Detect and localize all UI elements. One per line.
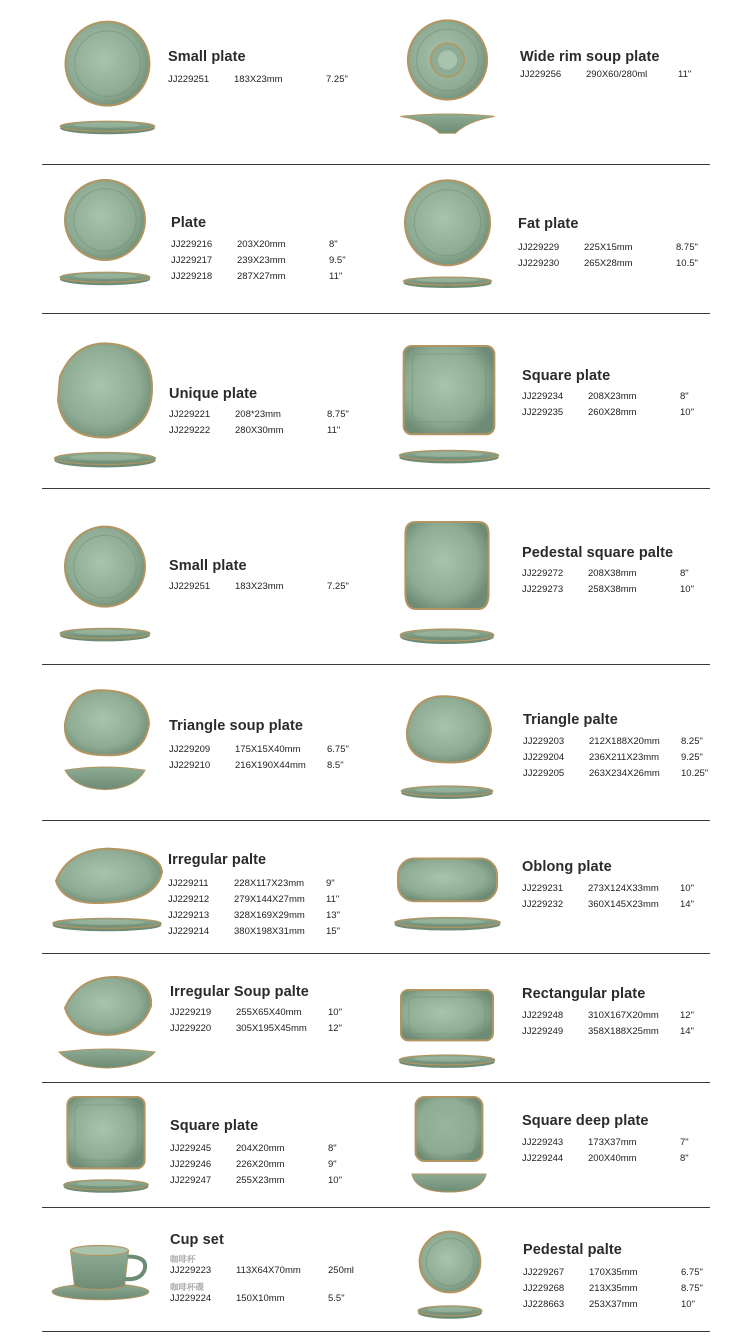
spec-code: JJ229234: [522, 391, 564, 402]
product-title: Pedestal square palte: [522, 545, 674, 561]
spec-code: JJ229230: [518, 258, 560, 269]
spec-inch: 14": [680, 899, 694, 910]
spec-size: 360X145X23mm: [588, 899, 659, 910]
row-separator: [42, 1082, 710, 1083]
spec-inch: 10.25": [681, 768, 709, 779]
unique-plate-icon: [50, 337, 160, 469]
spec-code: JJ229219: [170, 1007, 212, 1018]
spec-size: 175X15X40mm: [235, 744, 301, 755]
spec-size: 239X23mm: [237, 255, 286, 266]
spec-size: 253X37mm: [589, 1299, 638, 1310]
product-title: Cup set: [170, 1232, 224, 1248]
spec-inch: 10": [681, 1299, 695, 1310]
spec-inch: 9": [326, 878, 335, 889]
irregular-plate-icon: [48, 845, 166, 935]
spec-inch: 12": [328, 1023, 342, 1034]
spec-row: [169, 744, 379, 756]
spec-size: 213X35mm: [589, 1283, 638, 1294]
spec-code: JJ229205: [523, 768, 565, 779]
spec-code: JJ229213: [168, 910, 210, 921]
spec-row: [168, 926, 378, 938]
spec-size: 212X188X20mm: [589, 736, 660, 747]
spec-code: JJ229210: [169, 760, 211, 771]
rectangular-plate-icon: [395, 986, 499, 1070]
spec-row: [520, 69, 730, 81]
spec-size: 203X20mm: [237, 239, 286, 250]
spec-size: 279X144X27mm: [234, 894, 305, 905]
row-separator: [42, 488, 710, 489]
spec-size: 216X190X44mm: [235, 760, 306, 771]
spec-row: [168, 910, 378, 922]
spec-code: JJ229244: [522, 1153, 564, 1164]
spec-inch: 8.75": [327, 409, 349, 420]
spec-code: JJ228663: [523, 1299, 565, 1310]
spec-row: [170, 1007, 380, 1019]
spec-inch: 12": [680, 1010, 694, 1021]
oblong-plate-icon: [390, 852, 505, 934]
product-title: Fat plate: [518, 216, 579, 232]
spec-row: [169, 760, 379, 772]
spec-code: JJ229211: [168, 878, 209, 889]
spec-size: 150X10mm: [236, 1293, 285, 1304]
spec-inch: 11": [678, 69, 692, 80]
spec-code: JJ229220: [170, 1023, 212, 1034]
spec-inch: 10.5": [676, 258, 698, 269]
spec-size: 173X37mm: [588, 1137, 637, 1148]
spec-code: JJ229245: [170, 1143, 212, 1154]
spec-inch: 8.75": [676, 242, 698, 253]
spec-row: [523, 736, 733, 748]
product-title: Square plate: [170, 1118, 259, 1134]
spec-code: JJ229272: [522, 568, 564, 579]
spec-row: [170, 1175, 380, 1187]
spec-inch: 5.5": [328, 1293, 345, 1304]
spec-code: JJ229204: [523, 752, 565, 763]
spec-size: 380X198X31mm: [234, 926, 305, 937]
spec-size: 287X27mm: [237, 271, 286, 282]
spec-inch: 8.5": [327, 760, 344, 771]
spec-inch: 7": [680, 1137, 689, 1148]
spec-row: [171, 271, 381, 283]
spec-inch: 8": [680, 568, 689, 579]
spec-row: [170, 1023, 380, 1035]
spec-row: [522, 1137, 732, 1149]
row-separator: [42, 1331, 710, 1332]
spec-row: [518, 258, 728, 270]
product-title: Wide rim soup plate: [520, 49, 660, 65]
spec-code: JJ229232: [522, 899, 564, 910]
triangle-soup-plate-icon: [55, 686, 155, 794]
spec-row: [522, 407, 732, 419]
spec-row: [522, 1026, 732, 1038]
spec-inch: 8": [328, 1143, 337, 1154]
spec-inch: 11": [326, 894, 340, 905]
product-title: Small plate: [169, 558, 247, 574]
row-separator: [42, 1207, 710, 1208]
spec-row: [168, 74, 378, 86]
spec-inch: 6.75": [681, 1267, 703, 1278]
product-title: Plate: [171, 215, 207, 231]
row-separator: [42, 820, 710, 821]
spec-code: JJ229273: [522, 584, 564, 595]
row-label: 咖啡杯碟: [170, 1282, 205, 1292]
spec-row: [170, 1159, 380, 1171]
product-title: Unique plate: [169, 386, 258, 402]
spec-code: JJ229203: [523, 736, 565, 747]
spec-size: 273X124X33mm: [588, 883, 659, 894]
spec-size: 358X188X25mm: [588, 1026, 659, 1037]
spec-inch: 13": [326, 910, 340, 921]
spec-code: JJ229249: [522, 1026, 564, 1037]
spec-size: 255X65X40mm: [236, 1007, 302, 1018]
spec-row: [170, 1265, 380, 1277]
spec-code: JJ229223: [170, 1265, 212, 1276]
spec-code: JJ229217: [171, 255, 213, 266]
spec-row: [171, 239, 381, 251]
spec-size: 208*23mm: [235, 409, 281, 420]
row-separator: [42, 313, 710, 314]
row-separator: [42, 164, 710, 165]
square-deep-plate-icon: [405, 1094, 493, 1194]
spec-inch: 15": [326, 926, 340, 937]
pedestal-square-plate-icon: [395, 518, 499, 648]
spec-code: JJ229222: [169, 425, 211, 436]
spec-size: 255X23mm: [236, 1175, 285, 1186]
spec-row: [522, 1153, 732, 1165]
spec-size: 290X60/280ml: [586, 69, 648, 80]
spec-size: 305X195X45mm: [236, 1023, 307, 1034]
spec-code: JJ229256: [520, 69, 562, 80]
spec-code: JJ229251: [169, 581, 211, 592]
irregular-soup-plate-icon: [55, 972, 159, 1072]
spec-size: 208X38mm: [588, 568, 637, 579]
product-title: Oblong plate: [522, 859, 612, 875]
product-title: Pedestal palte: [523, 1242, 622, 1258]
flat-plate-icon: [395, 178, 500, 290]
spec-row: [169, 409, 379, 421]
spec-row: [523, 768, 733, 780]
spec-row: [171, 255, 381, 267]
spec-row: [169, 581, 379, 593]
spec-inch: 8": [680, 391, 689, 402]
spec-row: [168, 894, 378, 906]
spec-size: 204X20mm: [236, 1143, 285, 1154]
product-title: Irregular Soup palte: [170, 984, 309, 1000]
spec-size: 280X30mm: [235, 425, 284, 436]
spec-code: JJ229247: [170, 1175, 212, 1186]
spec-row: [522, 883, 732, 895]
spec-code: JJ229221: [169, 409, 211, 420]
product-title: Triangle soup plate: [169, 718, 304, 734]
spec-inch: 8.75": [681, 1283, 703, 1294]
spec-row: [522, 899, 732, 911]
spec-size: 265X28mm: [584, 258, 633, 269]
round-plate-icon: [55, 180, 155, 288]
spec-code: JJ229229: [518, 242, 560, 253]
spec-code: JJ229251: [168, 74, 210, 85]
spec-inch: 9.25": [681, 752, 703, 763]
spec-size: 236X211X23mm: [589, 752, 660, 763]
spec-row: [170, 1143, 380, 1155]
spec-row: [522, 568, 732, 580]
spec-size: 170X35mm: [589, 1267, 638, 1278]
product-title: Rectangular plate: [522, 986, 646, 1002]
spec-row: [518, 242, 728, 254]
cup-set-icon: [50, 1228, 155, 1303]
spec-inch: 11": [327, 425, 341, 436]
square-plate-icon: [395, 342, 503, 468]
spec-size: 225X15mm: [584, 242, 633, 253]
spec-inch: 14": [680, 1026, 694, 1037]
spec-size: 328X169X29mm: [234, 910, 305, 921]
spec-code: JJ229267: [523, 1267, 565, 1278]
spec-inch: 7.25": [327, 581, 349, 592]
spec-row: [523, 1267, 733, 1279]
spec-size: 226X20mm: [236, 1159, 285, 1170]
spec-code: JJ229224: [170, 1293, 212, 1304]
spec-inch: 8": [680, 1153, 689, 1164]
spec-row: [523, 1299, 733, 1311]
spec-inch: 11": [329, 271, 343, 282]
square-plate-icon: [60, 1093, 152, 1195]
spec-inch: 9.5": [329, 255, 346, 266]
row-separator: [42, 953, 710, 954]
spec-code: JJ229268: [523, 1283, 565, 1294]
product-title: Square plate: [522, 368, 611, 384]
spec-code: JJ229243: [522, 1137, 564, 1148]
spec-row: [168, 878, 378, 890]
spec-inch: 10": [680, 584, 694, 595]
spec-inch: 10": [680, 883, 694, 894]
spec-size: 260X28mm: [588, 407, 637, 418]
triangle-plate-icon: [395, 692, 499, 802]
spec-code: JJ229218: [171, 271, 213, 282]
product-title: Small plate: [168, 49, 246, 65]
product-title: Square deep plate: [522, 1113, 649, 1129]
spec-row: [522, 391, 732, 403]
spec-code: JJ229246: [170, 1159, 212, 1170]
spec-inch: 10": [328, 1175, 342, 1186]
spec-size: 200X40mm: [588, 1153, 637, 1164]
spec-inch: 10": [680, 407, 694, 418]
product-title: Irregular palte: [168, 852, 267, 868]
pedestal-plate-icon: [410, 1228, 490, 1320]
spec-inch: 8.25": [681, 736, 703, 747]
spec-code: JJ229231: [522, 883, 564, 894]
spec-row: [169, 425, 379, 437]
product-title: Triangle palte: [523, 712, 618, 728]
wide-rim-soup-plate-icon: [395, 18, 500, 138]
row-separator: [42, 664, 710, 665]
spec-row: [522, 584, 732, 596]
spec-code: JJ229209: [169, 744, 211, 755]
spec-code: JJ229248: [522, 1010, 564, 1021]
spec-size: 113X64X70mm: [236, 1265, 301, 1276]
spec-size: 263X234X26mm: [589, 768, 660, 779]
spec-inch: 8": [329, 239, 338, 250]
spec-code: JJ229235: [522, 407, 564, 418]
spec-code: JJ229212: [168, 894, 210, 905]
spec-row: [170, 1293, 380, 1305]
spec-inch: 6.75": [327, 744, 349, 755]
spec-row: [522, 1010, 732, 1022]
spec-inch: 250ml: [328, 1265, 354, 1276]
round-plate-icon: [55, 520, 155, 646]
spec-size: 183X23mm: [234, 74, 283, 85]
spec-size: 228X117X23mm: [234, 878, 305, 889]
row-label: 咖啡杯: [170, 1254, 196, 1264]
spec-size: 208X23mm: [588, 391, 637, 402]
spec-row: [523, 1283, 733, 1295]
spec-row: [523, 752, 733, 764]
spec-size: 258X38mm: [588, 584, 637, 595]
spec-size: 310X167X20mm: [588, 1010, 659, 1021]
spec-size: 183X23mm: [235, 581, 284, 592]
spec-inch: 9": [328, 1159, 337, 1170]
spec-inch: 7.25": [326, 74, 348, 85]
spec-code: JJ229214: [168, 926, 210, 937]
spec-code: JJ229216: [171, 239, 213, 250]
spec-inch: 10": [328, 1007, 342, 1018]
round-plate-icon: [55, 20, 160, 138]
